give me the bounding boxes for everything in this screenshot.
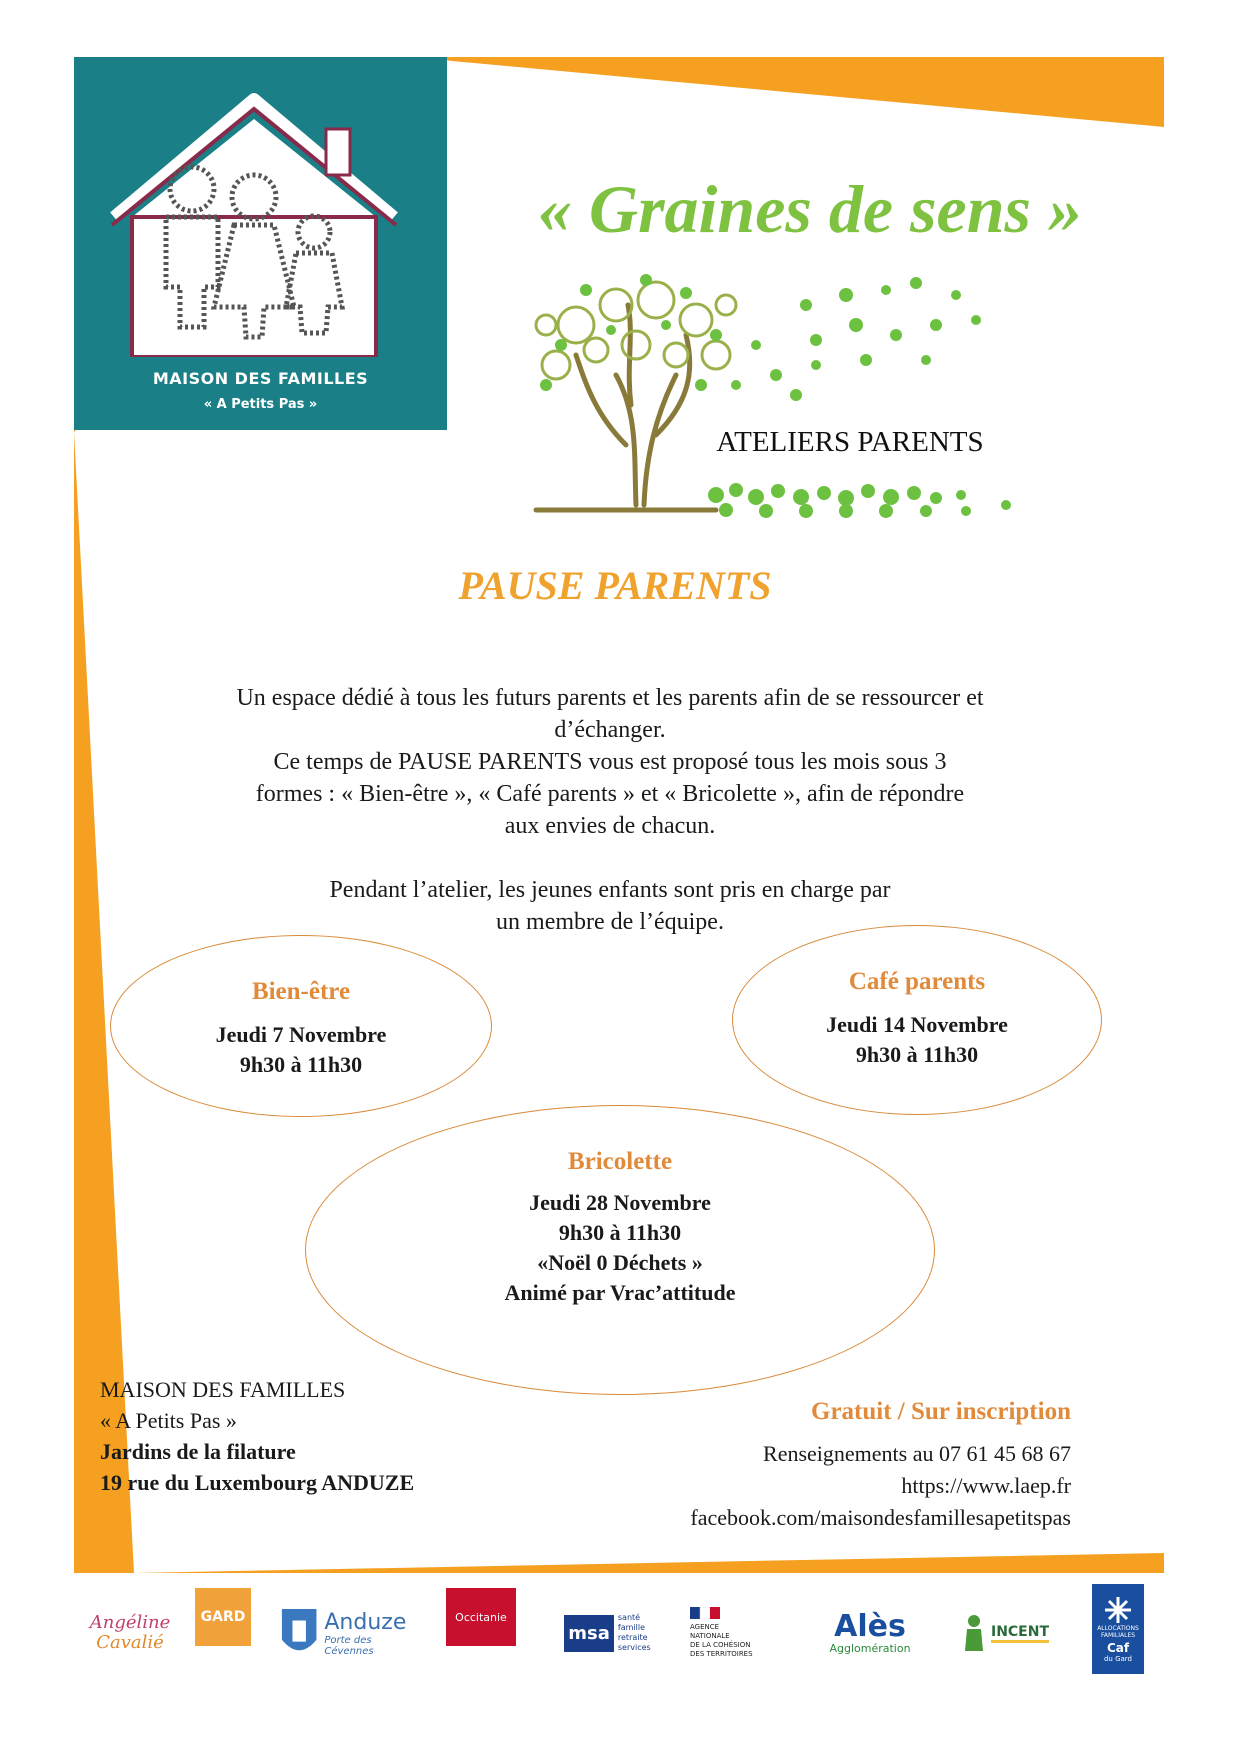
anduze-logo (280, 1588, 420, 1678)
anct-line: NATIONALE (690, 1632, 730, 1640)
anct-line: AGENCE (690, 1623, 720, 1631)
msa-line: famille (617, 1623, 645, 1632)
website-link[interactable]: https://www.laep.fr (901, 1473, 1071, 1498)
intro-line: Pendant l’atelier, les jeunes enfants sont pris en charge par (329, 877, 891, 903)
msa-logo (560, 1588, 655, 1678)
address-line: MAISON DES FAMILLES (100, 1377, 346, 1402)
ales-label: Alès (834, 1608, 906, 1644)
gard-label: GARD (200, 1609, 246, 1625)
maison-des-familles-logo (74, 57, 447, 430)
caf-line: ALLOCATIONS (1097, 1625, 1139, 1632)
pause-parents-heading: PAUSE PARENTS (458, 563, 772, 608)
price-label: Gratuit / Sur inscription (811, 1398, 1071, 1425)
house-family-icon (74, 57, 447, 357)
session-host: Animé par Vrac’attitude (504, 1280, 736, 1305)
partner-logos (70, 1588, 1170, 1688)
tree-illustration (516, 265, 1036, 535)
intro-line: un membre de l’équipe. (496, 909, 724, 935)
angeline-logo-line2: Cavalié (96, 1632, 164, 1653)
caf-label: Caf (1106, 1641, 1130, 1655)
anduze-label: Anduze (324, 1609, 407, 1635)
intro-line: Ce temps de PAUSE PARENTS vous est proposé tous les mois sous 3 (273, 749, 947, 775)
occitanie-logo (446, 1588, 516, 1646)
session-bien-etre (110, 935, 492, 1117)
anduze-tower-icon (280, 1606, 318, 1660)
ales-sub: Agglomération (829, 1641, 911, 1655)
anct-line: DES TERRITOIRES (690, 1650, 753, 1658)
msa-mark: msa (564, 1615, 614, 1652)
intro-line: formes : « Bien-être », « Café parents » et « Bricolette », afin de répondre (255, 781, 965, 807)
gard-logo (195, 1588, 251, 1646)
address-line: 19 rue du Luxembourg ANDUZE (100, 1470, 415, 1495)
anct-line: DE LA COHÉSION (690, 1641, 751, 1649)
anduze-sub: Porte des Cévennes (324, 1634, 374, 1657)
french-republic-flag-icon (690, 1607, 720, 1619)
ateliers-parents-label: ATELIERS PARENTS (716, 426, 984, 458)
saint-vincent-logo (955, 1588, 1055, 1678)
ales-agglomeration-logo (815, 1588, 925, 1678)
msa-line: retraite (617, 1633, 648, 1642)
session-name: Bricolette (567, 1148, 673, 1175)
session-name: Café parents (848, 968, 986, 995)
session-time: 9h30 à 11h30 (855, 1042, 979, 1067)
angeline-logo-line1: Angéline (89, 1612, 171, 1633)
page-title: « Graines de sens » (537, 171, 1083, 247)
occitanie-label: Occitanie (455, 1610, 507, 1624)
address-line: Jardins de la filature (100, 1439, 296, 1464)
msa-line: services (617, 1643, 651, 1652)
angeline-cavalie-logo (80, 1588, 180, 1678)
caf-sub: du Gard (1103, 1655, 1133, 1663)
vincent-label: INCENT (991, 1624, 1049, 1643)
phone-text: Renseignements au 07 61 45 68 67 (763, 1441, 1071, 1466)
session-cafe-parents (732, 925, 1102, 1115)
session-date: Jeudi 14 Novembre (826, 1012, 1008, 1037)
anct-logo (690, 1588, 790, 1678)
caf-gard-logo (1092, 1584, 1144, 1674)
player-silhouette-icon (961, 1613, 987, 1653)
session-time: 9h30 à 11h30 (558, 1220, 682, 1245)
snowflake-icon (1103, 1595, 1133, 1625)
contact-block (690, 1398, 1071, 1534)
session-name: Bien-être (251, 978, 351, 1005)
intro-spacer (140, 842, 1080, 874)
session-time: 9h30 à 11h30 (239, 1052, 363, 1077)
intro-line: d’échanger. (554, 717, 666, 743)
session-theme: «Noël 0 Déchets » (537, 1250, 703, 1275)
session-bricolette (305, 1105, 935, 1395)
session-date: Jeudi 7 Novembre (215, 1022, 387, 1047)
logo-title: MAISON DES FAMILLES (152, 369, 369, 388)
msa-line: santé (617, 1613, 641, 1622)
logo-subtitle: « A Petits Pas » (203, 397, 318, 412)
address-line: « A Petits Pas » (100, 1408, 237, 1433)
caf-line: FAMILIALES (1100, 1632, 1136, 1639)
intro-line: Un espace dédié à tous les futurs parents et les parents afin de se ressourcer et (236, 685, 984, 711)
session-date: Jeudi 28 Novembre (529, 1190, 711, 1215)
address-block (100, 1374, 414, 1498)
intro-text (140, 682, 1080, 938)
intro-line: aux envies de chacun. (504, 813, 716, 839)
facebook-link[interactable]: facebook.com/maisondesfamillesapetitspas (690, 1505, 1071, 1530)
